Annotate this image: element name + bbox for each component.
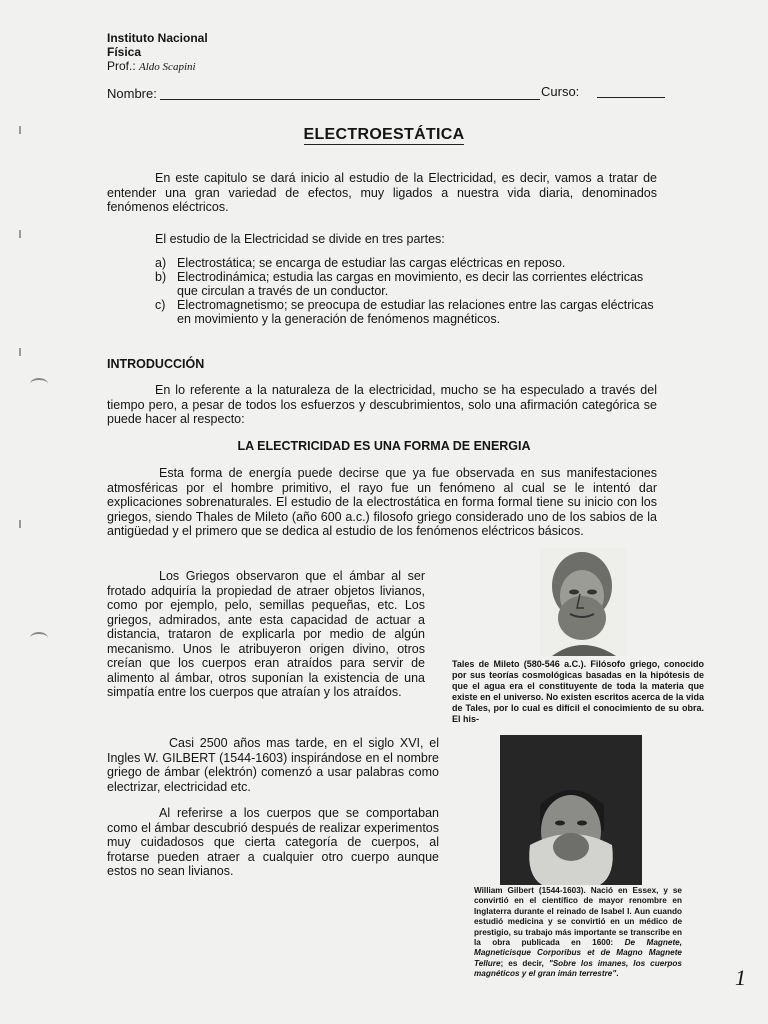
- name-label: Nombre:: [107, 86, 157, 101]
- thales-portrait: [540, 548, 626, 656]
- division-paragraph: El estudio de la Electricidad se divide en tres partes:: [155, 232, 445, 246]
- thales-bust-illustration: [540, 548, 626, 656]
- punch-hole-mark: [30, 632, 48, 644]
- section-heading: INTRODUCCIÓN: [107, 357, 205, 371]
- course-field-line: [597, 97, 665, 98]
- page-number: 1: [735, 965, 746, 990]
- document-title: ELECTROESTÁTICA: [303, 126, 465, 143]
- professor-label: Prof.:: [107, 59, 136, 73]
- gilbert-portrait: [500, 735, 642, 885]
- energy-paragraph: Esta forma de energía puede decirse que ya fue observada en sus manifestaciones atmosféricas por el hombre primitivo, el rayo fue un fenómeno al cual se le intentó dar explicaciones sobrenaturales. El estudio de la electrostática en forma formal tiene su inicio con los griegos, siendo Thales de Mileto (año 600 a.c.) filosofo griego considerado uno de los sabios de la antigüedad y el primero que se dedica al estudio de los fenómenos eléctricos básicos.: [107, 466, 657, 538]
- section-paragraph: En lo referente a la naturaleza de la electricidad, mucho se ha especulado a través del tiempo pero, a pesar de todos los esfuerzos y descubrimientos, solo una afirmación categórica se puede hacer al respecto:: [107, 383, 657, 426]
- thales-caption: Tales de Mileto (580-546 a.C.). Filósofo griego, conocido por sus teorías cosmológicas basadas en la hipótesis de que el agua era el constituyente de toda la materia que existe en el universo. No existen escritos acerca de la vida de Tales, por lo cual es difícil el conocimiento de su obra. El his-: [452, 659, 704, 724]
- list-item: a) Electrostática; se encarga de estudiar las cargas eléctricas en reposo.: [155, 256, 566, 270]
- intro-paragraph: En este capitulo se dará inicio al estudio de la Electricidad, es decir, vamos a tratar de entender una gran variedad de efectos, muy ligados a nuestra vida diaria, denominados fenómenos eléctricos.: [107, 171, 657, 214]
- professor-line: [107, 59, 196, 75]
- gilbert-book-title: De Magnete, Magneticisque Corporibus et de Magno Magnete Tellure: [474, 938, 683, 968]
- punch-hole-mark: [30, 378, 48, 390]
- gilbert-paragraph: Casi 2500 años mas tarde, en el siglo XVI, el Ingles W. GILBERT (1544-1603) inspirándose en el nombre griego de ámbar (elektrón) comenzó a usar palabras como electrizar, electricidad etc.: [107, 736, 439, 794]
- greeks-paragraph: Los Griegos observaron que el ámbar al ser frotado adquiría la propiedad de atraer objetos livianos, como por ejemplo, pelo, semillas pequeñas, etc. Los griegos, admirados, ante esta capacidad de actuar a distancia, trataron de explicarla por medio de algún mecanismo. Unos le atribuyeron origen divino, otros creían que los cuerpos eran atraídos para servir de alimento al ámbar, otros suponían la existencia de una simpatía entre los cuerpos que atraían y los atraídos.: [107, 569, 425, 699]
- professor-name: Aldo Scapini: [139, 61, 196, 73]
- gilbert-book-translation: "Sobre los imanes, los cuerpos magnéticos y el gran imán terrestre": [474, 958, 682, 979]
- margin-mark: [19, 348, 21, 356]
- gilbert-bust-illustration: [500, 735, 642, 885]
- subheading: LA ELECTRICIDAD ES UNA FORMA DE ENERGIA: [237, 439, 531, 453]
- subject-name: Física: [107, 45, 142, 59]
- institute-name: Instituto Nacional: [107, 31, 208, 45]
- list-item: b) Electrodinámica; estudia las cargas en movimiento, es decir las corrientes eléctricas que circulan a través de un conductor.: [155, 270, 644, 298]
- bodies-paragraph: Al referirse a los cuerpos que se comportaban como el ámbar descubrió después de realizar experimentos muy cuidadosos que cierta categoría de cuerpos, al frotarse pueden atraer a cualquier otro cuerpo aunque estos no sean livianos.: [107, 806, 439, 878]
- gilbert-caption: William Gilbert (1544-1603). Nació en Essex, y se convirtió en el científico de mayor renombre en Inglaterra durante el reinado de Isabel I. Aun cuando estudió medicina y se convirtió en un médico de prestigio, su trabajo más importante se transcribe en la obra publicada en 1600: De Magnete, Magneticisque Corporibus et de Magno Magnete Tellure; es decir, "Sobre los imanes, los cuerpos magnéticos y el gran imán terrestre".: [474, 886, 683, 979]
- list-item: c) Electromagnetismo; se preocupa de estudiar las relaciones entre las cargas eléctricas en movimiento y la generación de fenómenos magnéticos.: [155, 298, 654, 326]
- margin-mark: [19, 230, 21, 238]
- name-field-line: [160, 99, 540, 100]
- parts-list: [155, 256, 655, 326]
- course-label: Curso:: [541, 84, 580, 99]
- margin-mark: [19, 520, 21, 528]
